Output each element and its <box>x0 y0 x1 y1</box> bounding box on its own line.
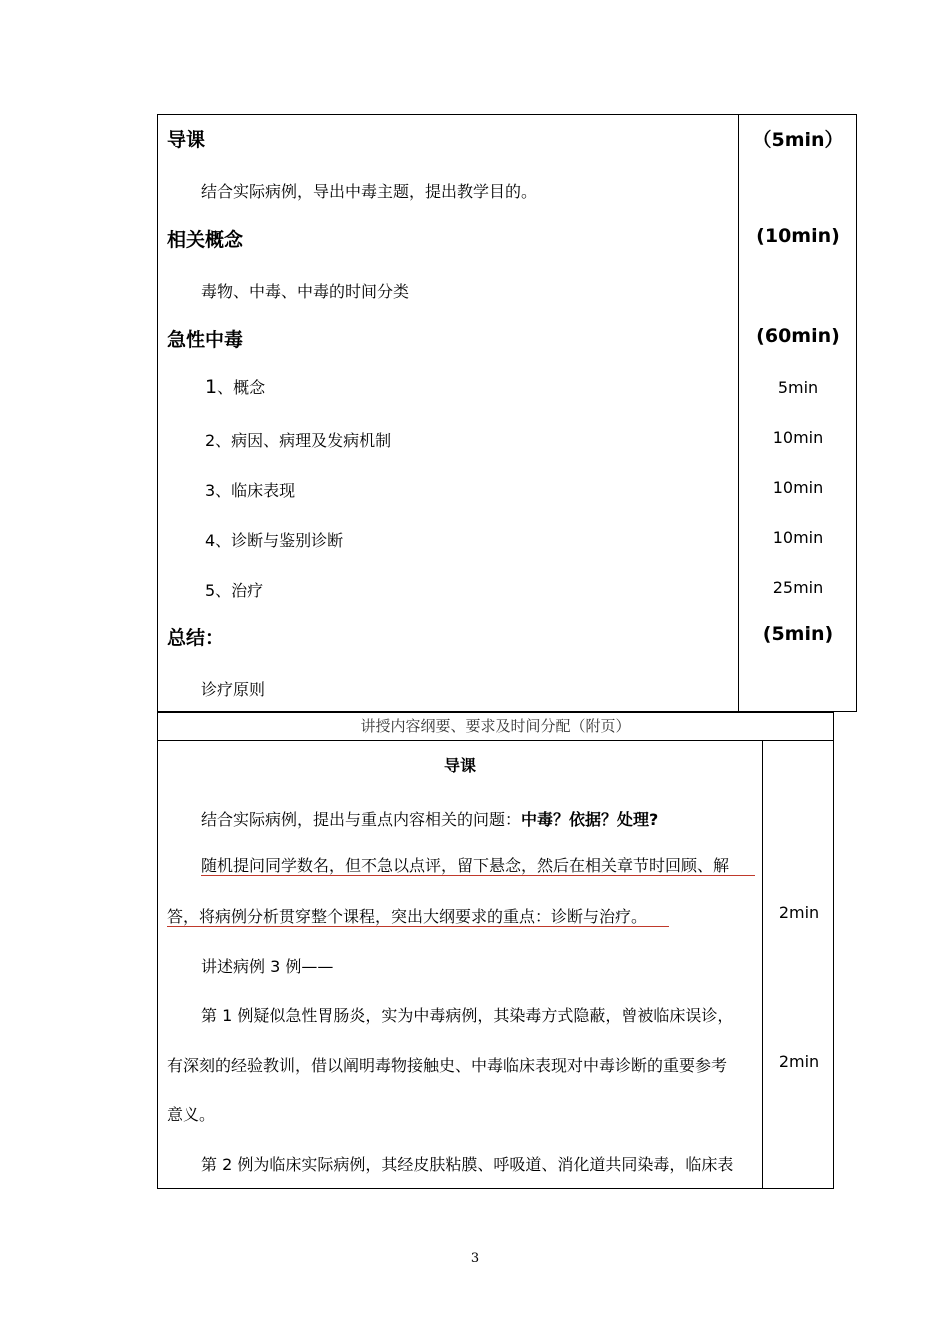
item-clinical: 3、临床表现 <box>205 481 296 500</box>
item-etiology-time: 10min <box>772 428 824 447</box>
paragraph-case2-line1: 第 2 例为临床实际病例，其经皮肤粘膜、呼吸道、消化道共同染毒，临床表 <box>201 1155 734 1174</box>
summary-text: 诊疗原则 <box>201 680 266 699</box>
paragraph-cases: 讲述病例 3 例—— <box>201 957 334 976</box>
item-label: 、概念 <box>217 378 266 397</box>
section-acute-time: (60min) <box>756 325 840 347</box>
page-number: 3 <box>470 1251 480 1266</box>
questions-text: 结合实际病例，提出与重点内容相关的问题： <box>201 810 522 829</box>
paragraph-case1-line2: 有深刻的经验教训，借以阐明毒物接触史、中毒临床表现对中毒诊断的重要参考 <box>167 1056 728 1075</box>
appendix-table <box>157 712 834 1189</box>
paragraph-prompt-line1: 随机提问同学数名，但不急以点评，留下悬念，然后在相关章节时回顾、解 <box>201 856 730 875</box>
paragraph-prompt-line2: 答，将病例分析贯穿整个课程，突出大纲要求的重点：诊断与治疗。 <box>167 907 648 926</box>
intro-text: 结合实际病例，导出中毒主题，提出教学目的。 <box>201 182 538 201</box>
section-intro-time: （5min） <box>752 129 844 151</box>
item-diagnosis-time: 10min <box>772 528 824 547</box>
section-summary-heading: 总结： <box>167 627 225 649</box>
item-number: 1 <box>205 376 218 398</box>
red-underline <box>167 926 669 927</box>
section-acute-heading: 急性中毒 <box>167 329 244 351</box>
time-cell-1: 2min <box>778 903 820 922</box>
section-concepts-heading: 相关概念 <box>167 229 244 251</box>
item-concept-time: 5min <box>777 378 819 397</box>
red-underline <box>201 875 755 876</box>
concepts-text: 毒物、中毒、中毒的时间分类 <box>201 282 410 301</box>
time-cell-2: 2min <box>778 1052 820 1071</box>
table-caption: 讲授内容纲要、要求及时间分配（附页） <box>158 713 833 741</box>
paragraph-case1-line1: 第 1 例疑似急性胃肠炎，实为中毒病例，其染毒方式隐蔽，曾被临床误诊， <box>201 1006 734 1025</box>
section-summary-time: (5min) <box>762 623 834 645</box>
item-treatment-time: 25min <box>772 578 824 597</box>
column-divider <box>762 740 763 1188</box>
section-intro-heading: 导课 <box>167 129 206 151</box>
item-clinical-time: 10min <box>772 478 824 497</box>
item-treatment: 5、治疗 <box>205 581 264 600</box>
paragraph-case1-line3: 意义。 <box>167 1105 216 1124</box>
item-diagnosis: 4、诊断与鉴别诊断 <box>205 531 344 550</box>
column-divider <box>738 115 739 711</box>
appendix-heading: 导课 <box>443 756 476 775</box>
questions-bold: 中毒？依据？处理? <box>521 810 659 829</box>
item-etiology: 2、病因、病理及发病机制 <box>205 431 392 450</box>
paragraph-questions <box>201 807 658 830</box>
outline-table <box>157 114 857 712</box>
section-concepts-time: (10min) <box>756 225 840 247</box>
item-concept <box>205 375 265 398</box>
